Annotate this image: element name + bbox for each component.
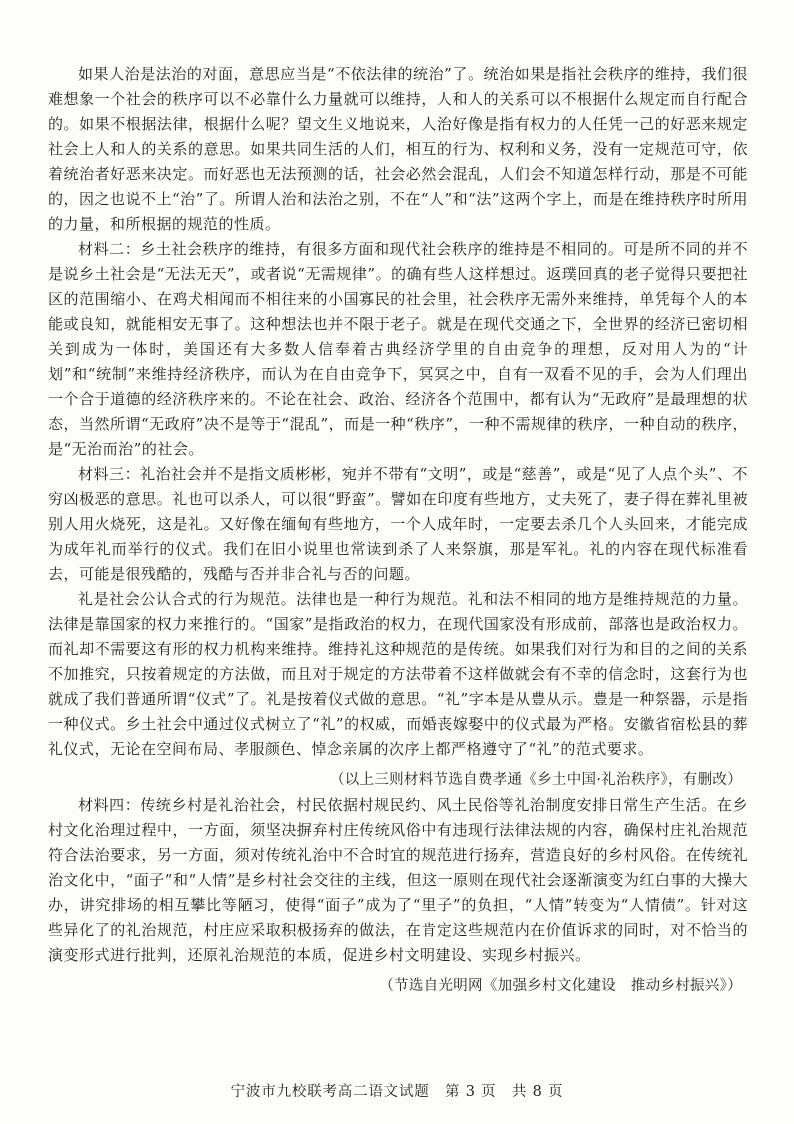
paragraph-material-four: 材料四：传统乡村是礼治社会，村民依据村规民约、风土民俗等礼治制度安排日常生产生活。在乡村文化治理过程中，一方面，须坚决摒弃村庄传统风俗中有违现行法律法规的内容，确保村庄礼治规范符合法治要求，另一方面，须对传统礼治中不合时宜的规范进行扬弃，营造良好的乡村风俗。在传统礼治文化中，“面子”和“人情”是乡村社会交往的主线，但这一原则在现代社会逐渐演变为红白事的大操大办，讲究排场的相互攀比等陋习，使得“面子”成为了“里子”的负担，“人情”转变为“人情债”。针对这些异化了的礼治规范，村庄应采取积极扬弃的做法，在肯定这些规范内在价值诉求的同时，对不恰当的演变形式进行批判，还原礼治规范的本质，促进乡村文明建设、实现乡村振兴。 <box>48 796 748 964</box>
source-citation-materials-1-3: （以上三则材料节选自费孝通《乡土中国·礼治秩序》，有删改） <box>329 772 742 788</box>
paragraph-material-one-continued: 如果人治是法治的对面，意思应当是“不依法律的统治”了。统治如果是指社会秩序的维持，我们很难想象一个社会的秩序可以不必靠什么力量就可以维持，人和人的关系可以不根据什么规定而自行配合的。如果不根据法律，根据什么呢？望文生义地说来，人治好像是指有权力的人任凭一己的好恶来规定社会上人和人的关系的意思。如果共同生活的人们，相互的行为、权利和义务，没有一定规范可守，依着统治者好恶来决定。而好恶也无法预测的话，社会必然会混乱，人们会不知道怎样行动，那是不可能的，因之也说不上“治”了。所谓人治和法治之别，不在“人”和“法”这两个字上，而是在维持秩序时所用的力量，和所根据的规范的性质。 <box>48 65 749 233</box>
page-total: 共 8 页 <box>511 1084 564 1100</box>
page-number: 第 3 页 <box>445 1084 497 1100</box>
paragraph-material-three-rite: 礼是社会公认合式的行为规范。法律也是一种行为规范。礼和法不相同的地方是维持规范的力量。法律是靠国家的权力来推行的。“国家”是指政治的权力，在现代国家没有形成前，部落也是政治权力。而礼却不需要这有形的权力机构来维持。维持礼这种规范的是传统。如果我们对行为和目的之间的关系不加推究，只按着规定的方法做，而且对于规定的方法带着不这样做就会有不幸的信念时，这套行为也就成了我们普通所谓“仪式”了。礼是按着仪式做的意思。“礼”字本是从豊从示。豊是一种祭器，示是指一种仪式。乡土社会中通过仪式树立了“礼”的权威，而婚丧嫁娶中的仪式最为严格。安徽省宿松县的葬礼仪式，无论在空间布局、孝服颜色、悼念亲属的次序上都严格遵守了“礼”的范式要求。 <box>48 590 748 758</box>
exam-title: 宁波市九校联考高二语文试题 <box>230 1084 430 1100</box>
paragraph-material-three: 材料三：礼治社会并不是指文质彬彬，宛并不带有“文明”，或是“慈善”，或是“见了人点个头”、不穷凶极恶的意思。礼也可以杀人，可以很“野蛮”。譬如在印度有些地方，丈夫死了，妻子得在葬礼里被别人用火烧死，这是礼。又好像在缅甸有些地方，一个人成年时，一定要去杀几个人头回来，才能完成为成年礼而举行的仪式。我们在旧小说里也常读到杀了人来祭旗，那是军礼。礼的内容在现代标准看去，可能是很残酷的，残酷与否并非合礼与否的问题。 <box>48 465 748 583</box>
page-content <box>48 62 748 999</box>
source-citation-material-4: （节选自光明网《加强乡村文化建设 推动乡村振兴》） <box>379 978 742 994</box>
paragraph-material-two: 材料二：乡土社会秩序的维持，有很多方面和现代社会秩序的维持是不相同的。可是所不同的并不是说乡土社会是“无法无天”，或者说“无需规律”。的确有些人这样想过。返璞回真的老子觉得只要把社区的范围缩小、在鸡犬相闻而不相往来的小国寡民的社会里，社会秩序无需外来维持，单凭每个人的本能或良知，就能相安无事了。这种想法也并不限于老子。就是在现代交通之下，全世界的经济已密切相关到成为一体时，美国还有大多数人信奉着古典经济学里的自由竞争的理想，反对用人为的“计划”和“统制”来维持经济秩序，而认为在自由竞争下，冥冥之中，自有一双看不见的手，会为人们理出一个合于道德的经济秩序来的。不论在社会、政治、经济各个范围中，都有认为“无政府”是最理想的状态，当然所谓“无政府”决不是等于“混乱”，而是一种“秩序”，一种不需规律的秩序，一种自动的秩序，是“无治而治”的社会。 <box>48 240 749 458</box>
page-footer <box>0 1080 794 1101</box>
